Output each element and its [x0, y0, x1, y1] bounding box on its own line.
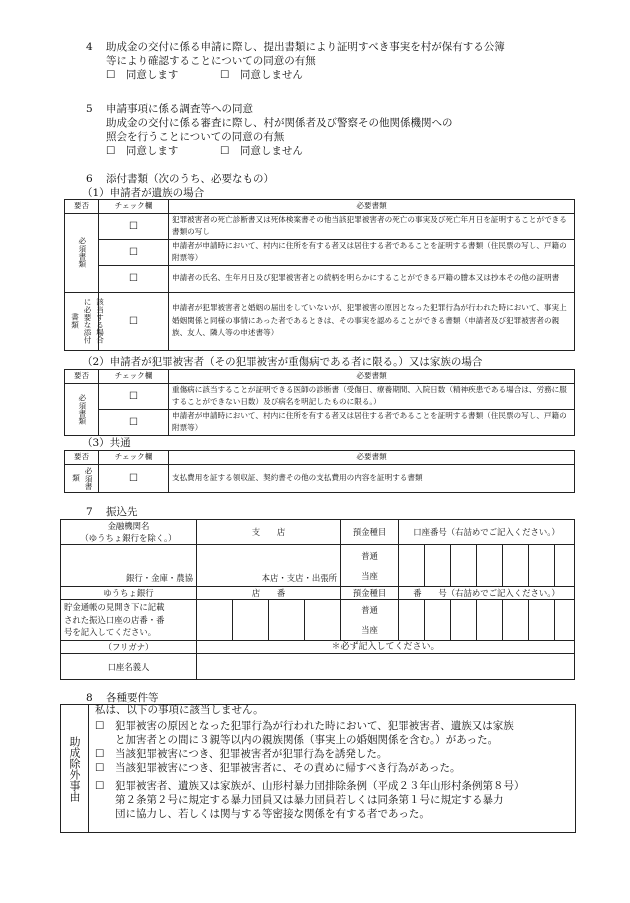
item5-disagree-option[interactable] [220, 144, 303, 158]
item8-number: 8 [86, 692, 93, 704]
deposit-type-header: 預金種目 [341, 520, 399, 545]
section3-title: （3）共通 [82, 437, 131, 449]
doc-row: 申請者の氏名、生年月日及び犯罪被害者との続柄を明らかにすることができる戸籍の謄本又は抄本その他の証明書 [169, 265, 575, 292]
item8-title: 各種要件等 [106, 692, 159, 704]
type-ordinary[interactable]: 普通 [361, 550, 378, 561]
item4-text-line2: 等により確認することについての同意の有無 [106, 55, 316, 67]
checkbox-cell[interactable] [99, 265, 169, 292]
yucho-branch-digit[interactable] [197, 600, 233, 641]
institution-header: 金融機関名 （ゆうちょ銀行を除く。） [61, 520, 197, 545]
item5-agree-label: 同意します [125, 145, 179, 157]
item7-title: 振込先 [106, 506, 138, 518]
furigana-input[interactable] [197, 641, 575, 654]
group-required: 必須書類 [65, 464, 99, 492]
yucho-number-header: 番 号（右詰めでご記入ください。） [399, 587, 575, 600]
type-current[interactable]: 当座 [361, 625, 378, 635]
exclusion-item-3[interactable]: ☐ 当該犯罪被害につき、犯罪被害者に、その責めに帰すべき行為があった。 [95, 762, 461, 774]
checkbox-icon[interactable]: ☐ [129, 390, 138, 402]
type-ordinary[interactable]: 普通 [361, 605, 378, 615]
doc-row: 申請者が申請時において、村内に住所を有する者又は居住する者であることを証明する書類（住民票の写し、戸籍の附票等） [169, 409, 575, 435]
exclusion-item-4[interactable]: ☐ 犯罪被害者、遺族又は家族が、山形村暴力団排除条例（平成２３年山形村条例第８号） 第２条第２号に規定する暴力団員又は暴力団員若しくは同条第１号に規定する暴力 団に協力し、若しくは関与する等密接な関係を有する者であった。 [95, 780, 525, 820]
yucho-branch-digit[interactable] [269, 600, 305, 641]
account-number-header: 口座番号（右詰めでご記入ください。） [399, 520, 575, 545]
yucho-branch-digit[interactable] [233, 600, 269, 641]
item4-disagree-label: 同意しません [239, 69, 303, 81]
exclusion-box [60, 704, 576, 833]
yucho-number-digit[interactable] [399, 600, 425, 641]
yucho-number-digit[interactable] [451, 600, 477, 641]
yucho-note: 貯金通帳の見開き下に記載 された振込口座の店番・番 号を記入してください。 [61, 600, 197, 641]
checkbox-icon[interactable]: ☐ [106, 69, 116, 81]
group-required: 必須書類 [65, 213, 99, 292]
item5-disagree-label: 同意しません [239, 145, 303, 157]
header-check: チェック欄 [99, 451, 169, 465]
checkbox-icon[interactable]: ☐ [220, 145, 230, 157]
checkbox-icon[interactable]: ☐ [106, 145, 116, 157]
checkbox-cell[interactable] [99, 383, 169, 409]
checkbox-icon[interactable]: ☐ [95, 762, 105, 774]
header-yohi: 要否 [65, 451, 99, 465]
checkbox-cell[interactable] [99, 239, 169, 265]
item5-number: 5 [86, 103, 93, 115]
checkbox-icon[interactable]: ☐ [129, 273, 138, 284]
checkbox-icon[interactable]: ☐ [129, 315, 138, 327]
item4-text-line1: 助成金の交付に係る申請に際し、提出書類により証明すべき事実を村が保有する公簿 [106, 41, 505, 53]
yucho-number-digit[interactable] [529, 600, 555, 641]
group-conditional: 該当する場合に必要な添付書類 [65, 292, 99, 350]
doc-row: 支払費用を証する領収証、契約書その他の支払費用の内容を証明する書類 [169, 464, 575, 492]
holder-label: 口座名義人 [61, 654, 197, 680]
yucho-type-select[interactable] [341, 600, 399, 641]
checkbox-cell[interactable] [99, 213, 169, 239]
account-digit[interactable] [555, 545, 575, 587]
exclusion-intro: 私は、以下の事項に該当しません。 [95, 704, 264, 716]
group-required: 必須書類 [65, 383, 99, 435]
furigana-note: ＊必ず記入してください。 [331, 642, 440, 652]
account-digit[interactable] [425, 545, 451, 587]
type-current[interactable]: 当座 [361, 570, 378, 581]
section1-table [64, 199, 575, 351]
checkbox-cell[interactable] [99, 464, 169, 492]
account-digit[interactable] [477, 545, 503, 587]
doc-row: 犯罪被害者の死亡診断書又は死体検案書その他当該犯罪被害者の死亡の事実及び死亡年月日を証明することができる書類の写し [169, 213, 575, 239]
yucho-number-digit[interactable] [555, 600, 575, 641]
item5-agree-option[interactable] [106, 144, 178, 158]
item6-number: 6 [86, 173, 93, 185]
checkbox-icon[interactable]: ☐ [129, 472, 138, 484]
checkbox-icon[interactable]: ☐ [129, 220, 138, 232]
checkbox-cell[interactable] [99, 409, 169, 435]
yucho-number-digit[interactable] [503, 600, 529, 641]
bank-suffix: 銀行・金庫・農協 [126, 573, 193, 583]
exclusion-item-1[interactable]: ☐ 犯罪被害の原因となった犯罪行為が行われた時において、犯罪被害者、遺族又は家族 と加害者との間に３親等以内の親族関係（事実上の婚姻関係を含む。）があった。 [95, 720, 514, 746]
item7-number: 7 [86, 506, 93, 518]
bank-account-table [60, 519, 575, 680]
checkbox-icon[interactable]: ☐ [129, 416, 138, 428]
checkbox-icon[interactable]: ☐ [129, 246, 138, 258]
institution-input[interactable] [61, 545, 197, 587]
checkbox-icon[interactable]: ☐ [95, 748, 105, 760]
exclusion-item-2[interactable]: ☐ 当該犯罪被害につき、犯罪被害者が犯罪行為を誘発した。 [95, 748, 388, 760]
checkbox-icon[interactable]: ☐ [220, 69, 230, 81]
header-docs: 必要書類 [169, 451, 575, 465]
account-digit[interactable] [529, 545, 555, 587]
item4-disagree-option[interactable] [220, 68, 303, 82]
yucho-number-digit[interactable] [425, 600, 451, 641]
branch-header: 支 店 [197, 520, 341, 545]
yucho-branch-header: 店 番 [197, 587, 341, 600]
yucho-branch-digit[interactable] [305, 600, 341, 641]
checkbox-icon[interactable]: ☐ [95, 720, 105, 732]
exclusion-side-label: 助成除外事由 [61, 705, 89, 832]
header-yohi: 要否 [65, 370, 99, 384]
header-docs: 必要書類 [169, 200, 575, 214]
branch-suffix: 本店・支店・出張所 [261, 573, 337, 583]
item5-text-line2: 照会を行うことについての同意の有無 [106, 131, 285, 143]
checkbox-cell[interactable] [99, 292, 169, 350]
section1-title: （1）申請者が遺族の場合 [82, 187, 205, 199]
item4-agree-option[interactable] [106, 68, 178, 82]
yucho-type-header: 預金種目 [341, 587, 399, 600]
doc-row: 申請者が申請時において、村内に住所を有する者又は居住する者であることを証明する書類（住民票の写し、戸籍の附票等） [169, 239, 575, 265]
header-yohi: 要否 [65, 200, 99, 214]
section2-table [64, 369, 575, 436]
section2-title: （2）申請者が犯罪被害者（その犯罪被害が重傷病である者に限る。）又は家族の場合 [82, 356, 483, 368]
item4-agree-label: 同意します [125, 69, 179, 81]
account-digit[interactable] [451, 545, 477, 587]
section3-table [64, 450, 575, 493]
header-docs: 必要書類 [169, 370, 575, 384]
furigana-label: （フリガナ） [61, 641, 197, 654]
account-digit[interactable] [503, 545, 529, 587]
deposit-type-select[interactable] [341, 545, 399, 587]
checkbox-icon[interactable]: ☐ [95, 780, 105, 792]
branch-input[interactable] [197, 545, 341, 587]
doc-row: 申請者が犯罪被害者と婚姻の届出をしていないが、犯罪被害の原因となった犯罪行為が行われた時において、事実上婚姻関係と同様の事情にあった者であるときは、その事実を認めることができる書類（申請者及び犯罪被害者の親族、友人、隣人等の申述書等） [169, 292, 575, 350]
yucho-number-digit[interactable] [477, 600, 503, 641]
header-check: チェック欄 [99, 200, 169, 214]
header-check: チェック欄 [99, 370, 169, 384]
item5-text-line1: 助成金の交付に係る審査に際し、村が関係者及び警察その他関係機関への [106, 117, 453, 129]
item5-title: 申請事項に係る調査等への同意 [106, 103, 253, 115]
item6-title: 添付書類（次のうち、必要なもの） [106, 173, 274, 185]
account-digit[interactable] [399, 545, 425, 587]
item4-number: 4 [86, 41, 93, 53]
yucho-header: ゆうちょ銀行 [61, 587, 197, 600]
holder-input[interactable] [197, 654, 575, 680]
doc-row: 重傷病に該当することが証明できる医師の診断書（受傷日、療養期間、入院日数（精神疾患である場合は、労務に服することができない日数）及び病名を明記したものに限る。） [169, 383, 575, 409]
